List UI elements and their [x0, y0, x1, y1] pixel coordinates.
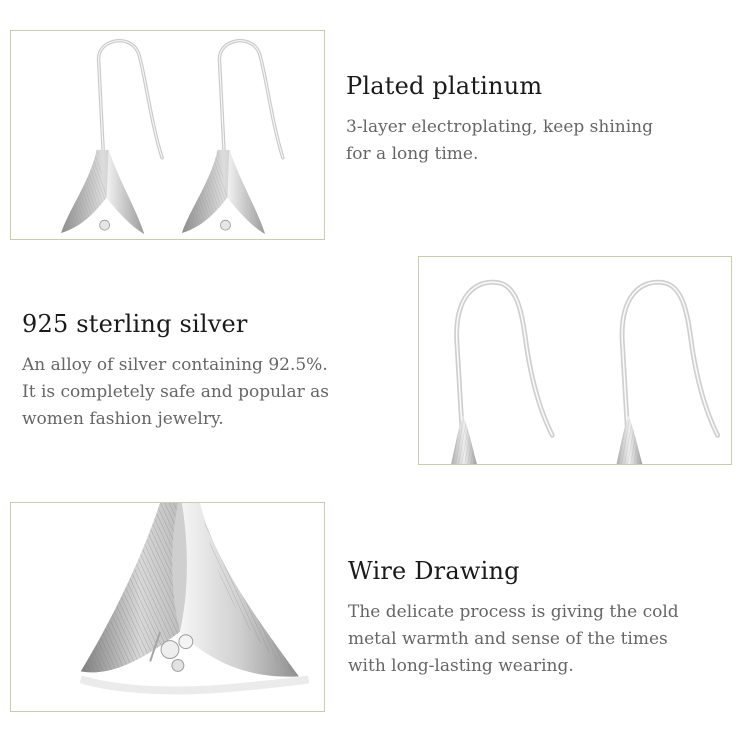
earring-pair-illustration: [11, 31, 324, 239]
earring-hooks-closeup-photo: [418, 256, 732, 465]
earring-petal-illustration: [11, 503, 324, 711]
feature-title: 925 sterling silver: [22, 310, 248, 338]
feature-description: [348, 599, 679, 680]
feature-sterling-silver: [22, 310, 329, 433]
earring-hooks-illustration: [419, 257, 731, 464]
feature-description: [22, 352, 329, 433]
petal-closeup: [81, 503, 309, 690]
description-line: An alloy of silver containing 92.5%.: [22, 355, 328, 375]
feature-plated-platinum: [346, 72, 653, 168]
left-earring: [61, 41, 162, 234]
earring-pair-photo: [10, 30, 325, 240]
feature-description: [346, 114, 653, 168]
description-line: for a long time.: [346, 144, 479, 164]
description-line: with long-lasting wearing.: [348, 656, 574, 676]
feature-wire-drawing: [348, 557, 679, 680]
right-earring: [182, 41, 283, 234]
feature-title: Wire Drawing: [348, 557, 520, 585]
description-line: 3-layer electroplating, keep shining: [346, 117, 653, 137]
right-hook: [617, 282, 718, 464]
earring-petal-closeup-photo: [10, 502, 325, 712]
left-hook: [451, 282, 552, 464]
description-line: women fashion jewelry.: [22, 409, 224, 429]
description-line: The delicate process is giving the cold: [348, 602, 679, 622]
feature-title: Plated platinum: [346, 72, 543, 100]
description-line: It is completely safe and popular as: [22, 382, 330, 402]
description-line: metal warmth and sense of the times: [348, 629, 668, 649]
